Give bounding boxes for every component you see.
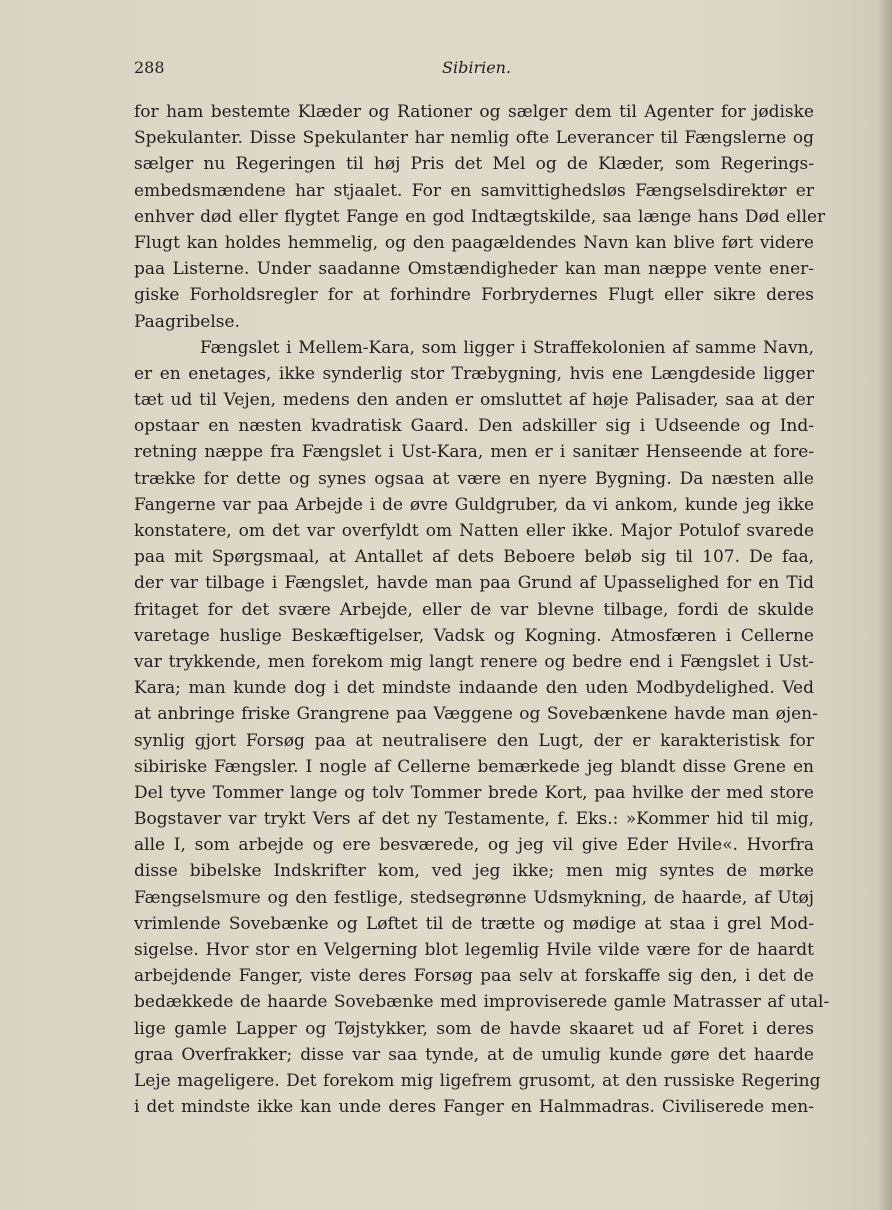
- text-line: opstaar en næsten kvadratisk Gaard. Den adskiller sig i Udseende og Ind-: [134, 416, 814, 437]
- text-line: Fangerne var paa Arbejde i de øvre Guldgruber, da vi ankom, kunde jeg ikke: [134, 494, 814, 515]
- text-line: arbejdende Fanger, viste deres Forsøg paa selv at forskaffe sig den, i det de: [134, 966, 814, 987]
- text-line: sigelse. Hvor stor en Velgerning blot legemlig Hvile vilde være for de haardt: [134, 940, 814, 960]
- text-line: tæt ud til Vejen, medens den anden er omsluttet af høje Palisader, saa at der: [134, 390, 814, 411]
- text-line: retning næppe fra Fængslet i Ust-Kara, men er i sanitær Henseende at fore-: [134, 442, 814, 463]
- running-title: Sibirien.: [442, 58, 512, 77]
- page-number: 288: [134, 58, 165, 77]
- text-line: Fængselsmure og den festlige, stedsegrønne Udsmykning, de haarde, af Utøj: [134, 887, 814, 908]
- text-line: Fængslet i Mellem-Kara, som ligger i Straffekolonien af samme Navn,: [200, 337, 814, 358]
- text-line: synlig gjort Forsøg paa at neutralisere den Lugt, der er karakteristisk for: [134, 730, 814, 751]
- page-header: [134, 58, 814, 80]
- text-line: graa Overfrakker; disse var saa tynde, at de umulig kunde gøre det haarde: [134, 1044, 814, 1065]
- paragraph-1: [134, 99, 826, 335]
- text-line: varetage huslige Beskæftigelser, Vadsk og Kogning. Atmosfæren i Cellerne: [134, 625, 814, 646]
- text-line: alle I, som arbejde og ere besværede, og jeg vil give Eder Hvile«. Hvorfra: [134, 835, 814, 856]
- text-line: Del tyve Tommer lange og tolv Tommer brede Kort, paa hvilke der med store: [134, 782, 814, 803]
- text-line: vrimlende Sovebænke og Løftet til de trætte og mødige at staa i grel Mod-: [134, 913, 814, 934]
- text-line: konstatere, om det var overfyldt om Natten eller ikke. Major Potulof svarede: [134, 521, 814, 541]
- text-line: Spekulanter. Disse Spekulanter har nemlig ofte Leverancer til Fængslerne og: [134, 128, 814, 149]
- text-line: sibiriske Fængsler. I nogle af Cellerne bemærkede jeg blandt disse Grene en: [134, 756, 814, 777]
- text-line: Flugt kan holdes hemmelig, og den paagældendes Navn kan blive ført videre: [134, 232, 814, 253]
- text-line: giske Forholdsregler for at forhindre Forbrydernes Flugt eller sikre deres: [134, 285, 814, 306]
- text-line: Paagribelse.: [134, 311, 240, 332]
- text-line: for ham bestemte Klæder og Rationer og sælger dem til Agenter for jødiske: [134, 102, 814, 122]
- text-line: fritaget for det svære Arbejde, eller de var blevne tilbage, fordi de skulde: [134, 599, 814, 620]
- page-edge-shadow: [878, 0, 892, 1210]
- text-line: der var tilbage i Fængslet, havde man paa Grund af Upasselighed for en Tid: [134, 573, 814, 594]
- text-line: i det mindste ikke kan unde deres Fanger en Halmmadras. Civiliserede men-: [134, 1097, 814, 1118]
- text-line: sælger nu Regeringen til høj Pris det Mel og de Klæder, som Regerings-: [134, 154, 814, 175]
- paragraph-2: [134, 335, 830, 1121]
- text-line: trække for dette og synes ogsaa at være en nyere Bygning. Da næsten alle: [134, 468, 814, 489]
- text-line: var trykkende, men forekom mig langt renere og bedre end i Fængslet i Ust-: [134, 651, 814, 672]
- body-text: [134, 99, 830, 1120]
- text-line: Bogstaver var trykt Vers af det ny Testamente, f. Eks.: »Kommer hid til mig,: [134, 809, 814, 830]
- text-line: at anbringe friske Grangrene paa Væggene og Sovebænkene havde man øjen-: [134, 704, 818, 725]
- text-line: disse bibelske Indskrifter kom, ved jeg ikke; men mig syntes de mørke: [134, 861, 814, 882]
- text-line: bedækkede de haarde Sovebænke med improviserede gamle Matrasser af utal-: [134, 992, 830, 1013]
- text-line: Leje mageligere. Det forekom mig ligefrem grusomt, at den russiske Regering: [134, 1070, 821, 1091]
- text-line: embedsmændene har stjaalet. For en samvittighedsløs Fængselsdirektør er: [134, 180, 814, 201]
- text-line: Kara; man kunde dog i det mindste indaande den uden Modbydelighed. Ved: [134, 678, 814, 699]
- text-line: lige gamle Lapper og Tøjstykker, som de havde skaaret ud af Foret i deres: [134, 1018, 814, 1039]
- text-line: enhver død eller flygtet Fange en god Indtægtskilde, saa længe hans Død eller: [134, 206, 826, 227]
- text-line: paa Listerne. Under saadanne Omstændigheder kan man næppe vente ener-: [134, 259, 814, 280]
- text-line: paa mit Spørgsmaal, at Antallet af dets Beboere beløb sig til 107. De faa,: [134, 547, 814, 568]
- text-line: er en enetages, ikke synderlig stor Træbygning, hvis ene Længdeside ligger: [134, 363, 814, 384]
